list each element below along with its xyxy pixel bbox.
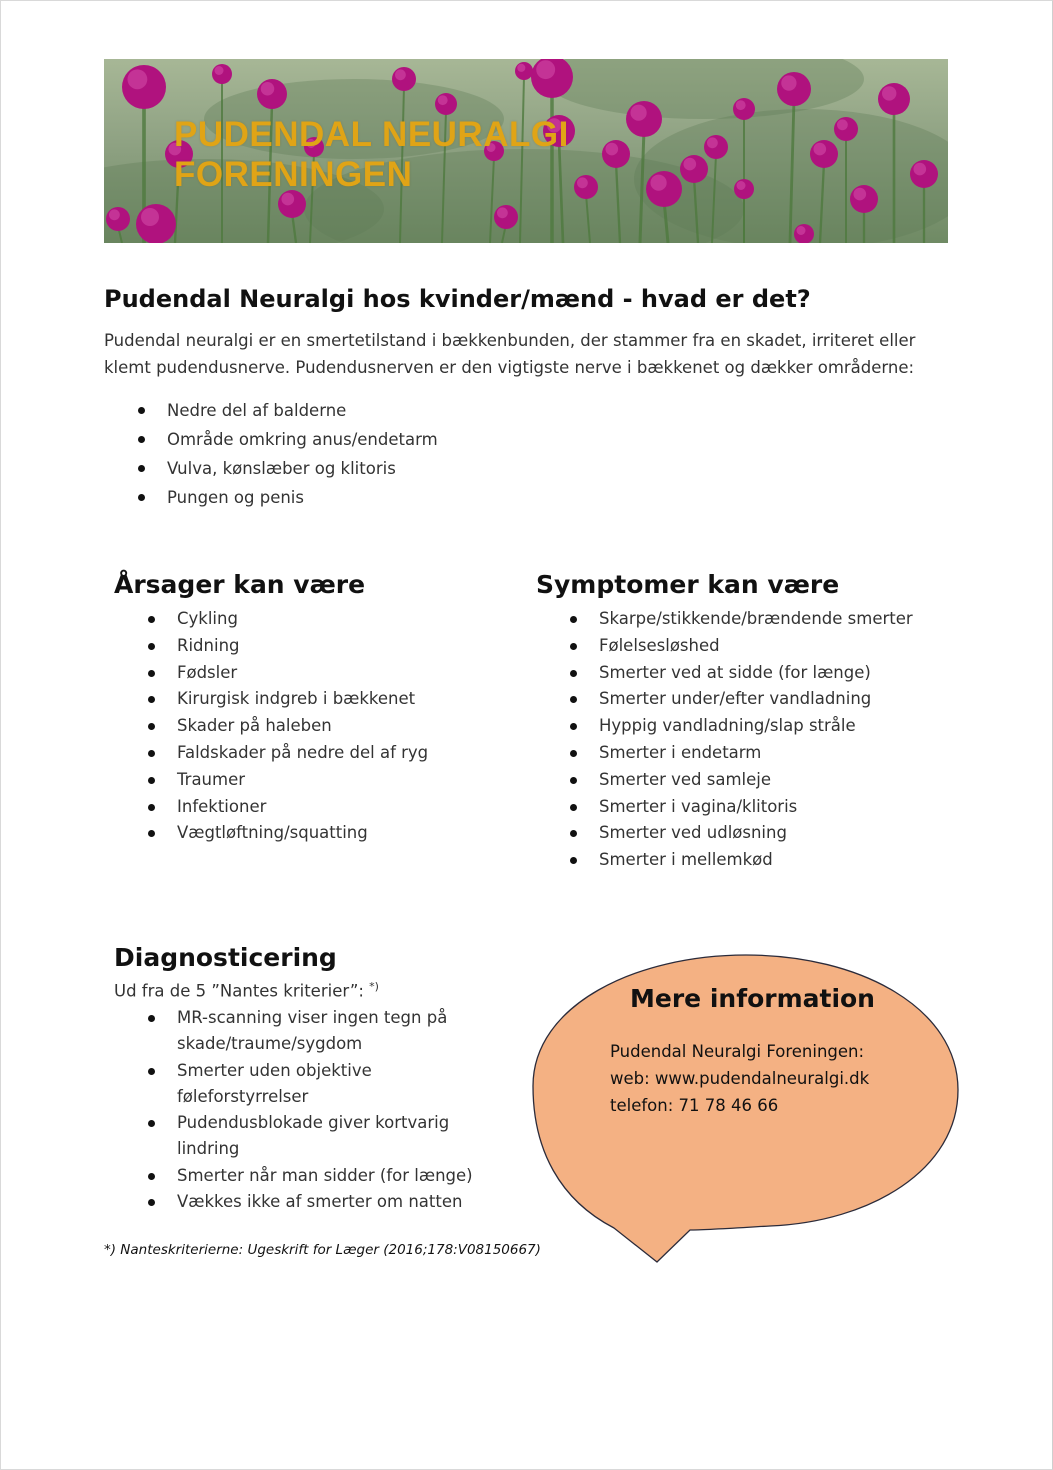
symptoms-heading: Symptomer kan være: [536, 570, 840, 599]
list-item: Nedre del af balderne: [104, 396, 438, 425]
list-item: Ridning: [114, 633, 428, 660]
list-item: MR-scanning viser ingen tegn på skade/traume/sygdom: [114, 1005, 477, 1058]
info-phone: telefon: 71 78 46 66: [610, 1096, 779, 1115]
info-web: web: www.pudendalneuralgi.dk: [610, 1069, 870, 1088]
banner-title-line2: FORENINGEN: [174, 155, 413, 194]
list-item: Kirurgisk indgreb i bækkenet: [114, 686, 428, 713]
list-item: Skader på haleben: [114, 713, 428, 740]
list-item: Smerter i vagina/klitoris: [536, 794, 913, 821]
info-text: [610, 1038, 869, 1119]
banner-title-line1: PUDENDAL NEURALGI: [174, 115, 569, 154]
list-item: Smerter under/efter vandladning: [536, 686, 913, 713]
info-heading: Mere information: [630, 984, 875, 1013]
list-item: Pudendusblokade giver kortvarig lindring: [114, 1110, 477, 1163]
info-organization: Pudendal Neuralgi Foreningen:: [610, 1042, 865, 1061]
diagnosis-intro-text: Ud fra de 5 ”Nantes kriterier”:: [114, 981, 370, 1001]
list-item: Skarpe/stikkende/brændende smerter: [536, 606, 913, 633]
list-item: Vækkes ikke af smerter om natten: [114, 1189, 514, 1215]
list-item: Infektioner: [114, 794, 428, 821]
diagnosis-heading: Diagnosticering: [114, 943, 337, 972]
list-item: Smerter ved samleje: [536, 767, 913, 794]
list-item: Hyppig vandladning/slap stråle: [536, 713, 913, 740]
list-item: Fødsler: [114, 660, 428, 687]
causes-heading: Årsager kan være: [114, 570, 366, 599]
list-item: Vægtløftning/squatting: [114, 820, 428, 847]
list-item: Smerter uden objektive føleforstyrrelser: [114, 1058, 437, 1111]
list-item: Smerter i endetarm: [536, 740, 913, 767]
list-item: Smerter i mellemkød: [536, 847, 913, 874]
list-item: Faldskader på nedre del af ryg: [114, 740, 428, 767]
diagnosis-intro-sup: *): [369, 980, 379, 993]
list-item: Smerter når man sidder (for længe): [114, 1163, 514, 1189]
list-item: Pungen og penis: [104, 483, 438, 512]
list-item: Følelsesløshed: [536, 633, 913, 660]
footnote: *) Nanteskriterierne: Ugeskrift for Læger (2016;178:V08150667): [104, 1242, 541, 1258]
main-heading: Pudendal Neuralgi hos kvinder/mænd - hvad er det?: [104, 285, 811, 313]
list-item: Vulva, kønslæber og klitoris: [104, 454, 438, 483]
list-item: Smerter ved udløsning: [536, 820, 913, 847]
list-item: Smerter ved at sidde (for længe): [536, 660, 913, 687]
intro-paragraph: Pudendal neuralgi er en smertetilstand i bækkenbunden, der stammer fra en skadet, irriteret eller klemt pudendusnerve. Pudendusnerven er den vigtigste nerve i bækkenet og dækker områderne:: [104, 331, 916, 377]
list-item: Cykling: [114, 606, 428, 633]
list-item: Traumer: [114, 767, 428, 794]
list-item: Område omkring anus/endetarm: [104, 425, 438, 454]
